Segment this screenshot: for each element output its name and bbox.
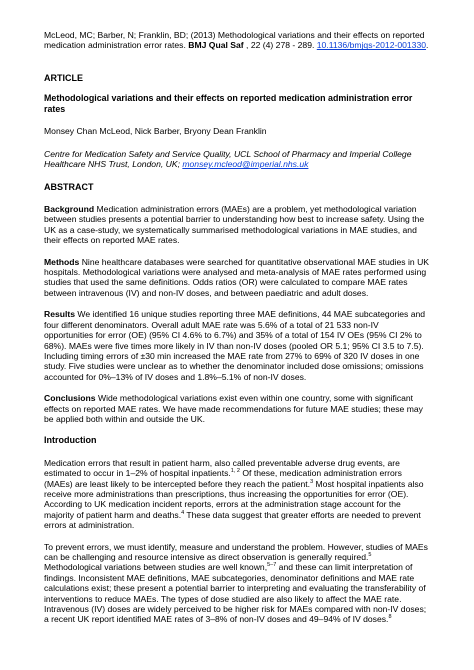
doi-link[interactable]: 10.1136/bmjqs-2012-001330 [316, 40, 427, 51]
conclusions-label: Conclusions [44, 393, 96, 404]
article-title: Methodological variations and their effects on reported medication administration error rates [44, 93, 413, 114]
background-label: Background [44, 204, 95, 215]
citation-journal: BMJ Qual Saf [188, 40, 244, 51]
methods-text: Nine healthcare databases were searched for quantitative observational MAE studies in UK hospitals. Methodological variations were analysed and meta-analysis of MAE rates performed using studies that used the same definitions. Odds ratios (OR) were calculated to compare MAE rates between intravenous (IV) and non-IV doses, and between paediatric and adult doses. [44, 256, 430, 298]
intro-p2-text-3: and these can limit interpretation of findings. Inconsistent MAE definitions, MAE subcategories, denominator definitions and MAE rate calculations exist; these present a potential barrier to interpreting and evaluating the transferability of interventions to reduce MAEs. The types of dose studied are also likely to affect the MAE rate. Intravenous (IV) doses are widely perceived to be higher risk for MAEs compared with non-IV doses; a recent UK report identified MAE rates of 3–8% of non-IV doses and 49–94% of IV doses. [44, 562, 427, 625]
reference-5-7[interactable]: 5–7 [267, 562, 277, 569]
intro-p2-text-1: To prevent errors, we must identify, measure and understand the problem. However, studies of MAEs can be challenging and resource intensive as direct observation is generally required. [44, 541, 428, 562]
citation-volume-pages: , 22 (4) 278 - 289. [246, 40, 315, 51]
email-link[interactable]: monsey.mcleod@imperial.nhs.uk [182, 159, 309, 170]
author-list: Monsey Chan McLeod, Nick Barber, Bryony Dean Franklin [44, 126, 267, 137]
intro-p2-text-2: Methodological variations between studies are well known, [44, 562, 268, 573]
citation-trailing: . [426, 40, 429, 51]
methods-label: Methods [44, 256, 80, 267]
abstract-results [44, 309, 430, 382]
reference-5[interactable]: 5 [368, 552, 372, 558]
affiliation-text: Centre for Medication Safety and Service Quality, UCL School of Pharmacy and Imperial College Healthcare NHS Trust, London, UK; [44, 148, 412, 170]
intro-p1-text-1: Medication errors that result in patient harm, also called preventable adverse drug events, are estimated to occur in 1–2% of hospital inpatients. [44, 457, 400, 479]
results-text: We identified 16 unique studies reporting three MAE definitions, 44 MAE subcategories and four different denominators. Overall adult MAE rate was 5.6% of a total of 21 533 non-IV opportunities for error (OE) (95% CI 4.6% to 6.7%) and 35% of a total of 154 IV OEs (95% CI 2% to 68%). MAEs were five times more likely in IV than non-IV doses (pooled OR 5.1; 95% CI 3.5 to 7.5). Including timing errors of ±30 min increased the MAE rate from 27% to 69% of 320 IV doses in one study. Five studies were unclear as to whether the denominator included dose omissions; omissions accounted for 0%–13% of IV doses and 1.8%–5.1% of non-IV doses. [44, 309, 426, 382]
article-label: ARTICLE [44, 72, 83, 83]
abstract-heading: ABSTRACT [44, 181, 94, 192]
introduction-heading: Introduction [44, 435, 97, 446]
introduction-paragraph-1 [44, 458, 430, 531]
citation [44, 30, 430, 51]
reference-3[interactable]: 3 [310, 478, 314, 485]
intro-p1-text-4: These data suggest that greater efforts are needed to prevent errors at administration. [44, 509, 421, 531]
citation-text: McLeod, MC; Barber, N; Franklin, BD; (2013) Methodological variations and their effects on reported medication administration error rates. [44, 30, 425, 51]
intro-p1-text-2: Of these, medication administration errors (MAEs) are least likely to be intercepted before they reach the patient. [44, 468, 402, 489]
results-label: Results [44, 309, 76, 320]
reference-8[interactable]: 8 [388, 614, 392, 621]
abstract-methods [44, 257, 430, 299]
conclusions-text: Wide methodological variations exist even within one country, some with significant effects on reported MAE rates. We have made recommendations for future MAE studies; these may be applied both within and outside the UK. [44, 393, 423, 424]
affiliation [44, 149, 430, 170]
intro-p1-text-3: Most hospital inpatients also receive more administrations than prescriptions, thus increasing the opportunities for error (OE). According to UK medication incident reports, errors at the administration stage account for the majority of patient harm and deaths. [44, 478, 424, 520]
abstract-background [44, 204, 430, 246]
background-text: Medication administration errors (MAEs) are a problem, yet methodological variation between studies presents a potential barrier to understanding how best to increase safety. Using the UK as a case-study, we systematically summarised methodological variations in MAE studies, and their effects on reported MAE rates. [44, 204, 425, 246]
abstract-conclusions [44, 393, 430, 424]
reference-1-2[interactable]: 1, 2 [230, 468, 240, 475]
reference-4[interactable]: 4 [181, 509, 185, 516]
introduction-paragraph-2 [44, 542, 430, 625]
